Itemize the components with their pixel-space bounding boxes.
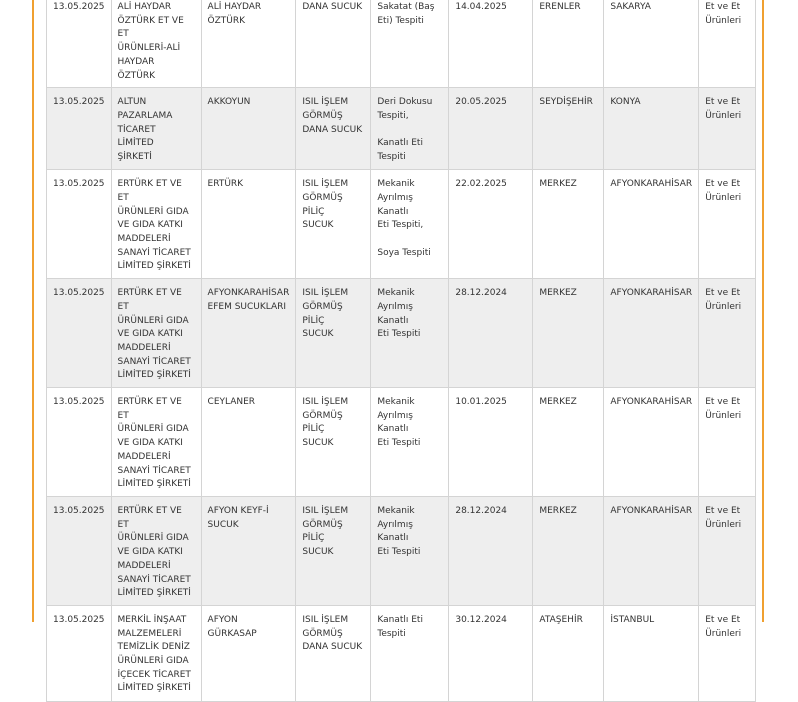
brand-name-cell-line: ERTÜRK: [207, 179, 244, 190]
company-name-cell: [111, 170, 201, 279]
product-category-cell: [699, 170, 756, 279]
product-name-cell: [296, 0, 371, 88]
table-row: [47, 170, 756, 279]
brand-name-cell: [201, 388, 296, 497]
product-name-cell: [296, 496, 371, 605]
nonconformity-cell-line: Eti Tespiti: [377, 329, 421, 340]
table-row: [47, 388, 756, 497]
company-name-cell: [111, 388, 201, 497]
announcement-date-cell: 13.05.2025: [47, 388, 112, 497]
announcement-date-cell: 13.05.2025: [47, 496, 112, 605]
province-cell: İSTANBUL: [604, 605, 699, 701]
product-name-cell-line: DANA SUCUK: [302, 642, 363, 653]
company-name-cell-line: ŞİRKETİ: [117, 152, 152, 163]
company-name-cell-line: VE GIDA KATKI: [117, 547, 183, 558]
company-name-cell-line: MADDELERİ: [117, 451, 171, 462]
nonconformity-cell-line: Tespiti: [377, 152, 406, 163]
company-name-cell-line: ÜRÜNLERİ-ALİ: [117, 43, 181, 54]
company-name-cell-line: VE GIDA KATKI: [117, 438, 183, 449]
product-category-cell-line: Ürünleri: [705, 519, 742, 530]
product-name-cell-line: GÖRMÜŞ PİLİÇ: [302, 301, 343, 326]
product-category-cell-line: Et ve Et: [705, 397, 741, 408]
brand-name-cell-line: ALİ HAYDAR: [207, 2, 262, 12]
company-name-cell-line: LİMİTED ŞİRKETİ: [117, 261, 191, 272]
company-name-cell: [111, 0, 201, 88]
nonconformity-cell: [371, 388, 449, 497]
sample-date-cell: 28.12.2024: [449, 496, 533, 605]
company-name-cell-line: MADDELERİ: [117, 560, 171, 571]
product-name-cell: [296, 88, 371, 170]
nonconformity-cell-line: Eti) Tespiti: [377, 15, 424, 26]
brand-name-cell: [201, 605, 296, 701]
company-name-cell-line: PAZARLAMA: [117, 110, 173, 121]
nonconformity-cell-line: Eti Tespiti: [377, 438, 421, 449]
company-name-cell-line: LİMİTED ŞİRKETİ: [117, 479, 191, 490]
product-category-cell: [699, 496, 756, 605]
product-name-cell-line: SUCUK: [302, 329, 334, 340]
table-row: [47, 0, 756, 88]
table-row: [47, 88, 756, 170]
product-name-cell: [296, 279, 371, 388]
product-category-cell-line: Et ve Et: [705, 179, 741, 190]
product-name-cell-line: SUCUK: [302, 547, 334, 558]
brand-name-cell-line: AKKOYUN: [207, 97, 251, 108]
nonconformity-cell-line: Eti Tespiti: [377, 547, 421, 558]
brand-name-cell-line: AFYON KEYF-İ: [207, 505, 269, 516]
nonconformity-cell-line: Tespiti: [377, 628, 406, 639]
product-name-cell: [296, 170, 371, 279]
district-cell: MERKEZ: [533, 388, 604, 497]
company-name-cell-line: SANAYİ TİCARET: [117, 574, 191, 585]
company-name-cell: [111, 605, 201, 701]
product-category-cell-line: Ürünleri: [705, 301, 742, 312]
company-name-cell-line: ERTÜRK ET VE ET: [117, 288, 182, 312]
company-name-cell-line: ÜRÜNLERİ GIDA: [117, 656, 189, 667]
brand-name-cell-line: AFYON GÜRKASAP: [207, 614, 257, 639]
company-name-cell-line: ÜRÜNLERİ GIDA: [117, 424, 189, 435]
sample-date-cell: 14.04.2025: [449, 0, 533, 88]
company-name-cell: [111, 88, 201, 170]
nonconformity-cell: [371, 279, 449, 388]
brand-name-cell: [201, 88, 296, 170]
company-name-cell-line: LİMİTED ŞİRKETİ: [117, 683, 191, 694]
nonconformity-cell-line: Deri Dokusu: [377, 97, 433, 108]
district-cell: ATAŞEHİR: [533, 605, 604, 701]
product-category-cell-line: Ürünleri: [705, 110, 742, 121]
product-category-cell: [699, 388, 756, 497]
sample-date-cell: 10.01.2025: [449, 388, 533, 497]
brand-name-cell: [201, 0, 296, 88]
product-name-cell-line: ISIL İŞLEM: [302, 288, 349, 299]
company-name-cell: [111, 496, 201, 605]
nonconformity-cell-line: Sakatat (Baş: [377, 2, 435, 12]
brand-name-cell-line: ÖZTÜRK: [207, 15, 246, 26]
nonconformity-cell: [371, 605, 449, 701]
nonconformity-cell-line: Mekanik: [377, 179, 415, 190]
product-name-cell-line: GÖRMÜŞ PİLİÇ: [302, 192, 343, 217]
nonconformity-cell: [371, 170, 449, 279]
product-name-cell-line: ISIL İŞLEM: [302, 97, 349, 108]
district-cell: MERKEZ: [533, 170, 604, 279]
company-name-cell-line: ÜRÜNLERİ GIDA: [117, 206, 189, 217]
product-name-cell-line: GÖRMÜŞ PİLİÇ: [302, 410, 343, 435]
brand-name-cell: [201, 170, 296, 279]
province-cell: AFYONKARAHİSAR: [604, 496, 699, 605]
province-cell: AFYONKARAHİSAR: [604, 279, 699, 388]
content-frame: [32, 0, 764, 694]
product-category-cell-line: Ürünleri: [705, 410, 742, 421]
food-inspection-table: [46, 0, 756, 702]
product-name-cell: [296, 605, 371, 701]
district-cell: SEYDİŞEHİR: [533, 88, 604, 170]
company-name-cell-line: ERTÜRK ET VE ET: [117, 505, 182, 530]
nonconformity-cell-line: Kanatlı Eti: [377, 614, 423, 625]
company-name-cell-line: ÜRÜNLERİ GIDA: [117, 533, 189, 544]
product-category-cell-line: Et ve Et: [705, 2, 741, 12]
company-name-cell-line: ÜRÜNLERİ GIDA: [117, 315, 189, 326]
company-name-cell-line: MALZEMELERİ: [117, 628, 182, 639]
nonconformity-cell-line: Ayrılmış Kanatlı: [377, 410, 413, 435]
nonconformity-cell-line: Ayrılmış Kanatlı: [377, 301, 413, 326]
product-name-cell-line: ISIL İŞLEM: [302, 505, 349, 516]
nonconformity-cell-line: Tespiti,: [377, 110, 409, 121]
product-category-cell-line: Et ve Et: [705, 288, 741, 299]
announcement-date-cell: 13.05.2025: [47, 170, 112, 279]
company-name-cell-line: ÖZTÜRK ET VE ET: [117, 15, 184, 40]
nonconformity-cell: [371, 0, 449, 88]
company-name-cell-line: SANAYİ TİCARET: [117, 356, 191, 367]
company-name-cell-line: LİMİTED ŞİRKETİ: [117, 588, 191, 599]
company-name-cell: [111, 279, 201, 388]
product-name-cell-line: ISIL İŞLEM: [302, 614, 349, 625]
sample-date-cell: 30.12.2024: [449, 605, 533, 701]
district-cell: MERKEZ: [533, 496, 604, 605]
company-name-cell-line: ALTUN: [117, 97, 147, 108]
nonconformity-cell-line: Ayrılmış Kanatlı: [377, 519, 413, 544]
table-row: [47, 496, 756, 605]
announcement-date-cell: 13.05.2025: [47, 88, 112, 170]
nonconformity-cell-line: Mekanik: [377, 505, 415, 516]
announcement-date-cell: 13.05.2025: [47, 0, 112, 88]
company-name-cell-line: HAYDAR ÖZTÜRK: [117, 56, 156, 81]
product-category-cell-line: Et ve Et: [705, 97, 741, 108]
brand-name-cell-line: SUCUK: [207, 519, 239, 530]
company-name-cell-line: SANAYİ TİCARET: [117, 465, 191, 476]
product-category-cell: [699, 0, 756, 88]
product-category-cell-line: Ürünleri: [705, 15, 742, 26]
company-name-cell-line: TİCARET LİMİTED: [117, 124, 156, 149]
table-row: [47, 605, 756, 701]
product-category-cell: [699, 279, 756, 388]
product-name-cell-line: DANA SUCUK: [302, 124, 363, 135]
sample-date-cell: 28.12.2024: [449, 279, 533, 388]
announcement-date-cell: 13.05.2025: [47, 605, 112, 701]
district-cell: MERKEZ: [533, 279, 604, 388]
table-row: [47, 279, 756, 388]
product-name-cell-line: GÖRMÜŞ PİLİÇ: [302, 519, 343, 544]
company-name-cell-line: ERTÜRK ET VE ET: [117, 397, 182, 421]
nonconformity-cell: [371, 496, 449, 605]
product-category-cell-line: Et ve Et: [705, 614, 741, 625]
company-name-cell-line: VE GIDA KATKI: [117, 329, 183, 340]
company-name-cell-line: MADDELERİ: [117, 234, 171, 245]
brand-name-cell-line: AFYONKARAHİSAR: [207, 288, 290, 299]
province-cell: AFYONKARAHİSAR: [604, 388, 699, 497]
sample-date-cell: 20.05.2025: [449, 88, 533, 170]
nonconformity-cell-line: Soya Tespiti: [377, 247, 431, 258]
brand-name-cell-line: EFEM SUCUKLARI: [207, 301, 287, 312]
brand-name-cell-line: CEYLANER: [207, 397, 256, 408]
product-category-cell: [699, 605, 756, 701]
company-name-cell-line: İÇECEK TİCARET: [117, 669, 191, 680]
sample-date-cell: 22.02.2025: [449, 170, 533, 279]
announcement-date-cell: 13.05.2025: [47, 279, 112, 388]
brand-name-cell: [201, 279, 296, 388]
province-cell: AFYONKARAHİSAR: [604, 170, 699, 279]
product-name-cell-line: SUCUK: [302, 438, 334, 449]
product-name-cell-line: GÖRMÜŞ: [302, 110, 343, 121]
district-cell: ERENLER: [533, 0, 604, 88]
company-name-cell-line: SANAYİ TİCARET: [117, 247, 191, 258]
nonconformity-cell: [371, 88, 449, 170]
nonconformity-cell-line: Ayrılmış Kanatlı: [377, 192, 413, 217]
company-name-cell-line: ALİ HAYDAR: [117, 2, 172, 12]
company-name-cell-line: MERKİL İNŞAAT: [117, 614, 187, 625]
company-name-cell-line: ERTÜRK ET VE ET: [117, 179, 182, 203]
company-name-cell-line: MADDELERİ: [117, 342, 171, 353]
product-category-cell: [699, 88, 756, 170]
nonconformity-cell-line: Mekanik: [377, 288, 415, 299]
table-body: [47, 0, 756, 701]
company-name-cell-line: LİMİTED ŞİRKETİ: [117, 370, 191, 381]
brand-name-cell: [201, 496, 296, 605]
nonconformity-cell-line: Mekanik: [377, 397, 415, 408]
company-name-cell-line: TEMİZLİK DENİZ: [117, 642, 190, 653]
product-name-cell: [296, 388, 371, 497]
nonconformity-cell-line: Kanatlı Eti: [377, 138, 423, 149]
product-name-cell-line: SUCUK: [302, 220, 334, 231]
product-name-cell-line: ISIL İŞLEM: [302, 179, 349, 190]
product-name-cell-line: ISIL İŞLEM: [302, 397, 349, 408]
nonconformity-cell-line: Eti Tespiti,: [377, 220, 424, 231]
company-name-cell-line: VE GIDA KATKI: [117, 220, 183, 231]
province-cell: SAKARYA: [604, 0, 699, 88]
product-name-cell-line: DANA SUCUK: [302, 2, 363, 12]
product-name-cell-line: GÖRMÜŞ: [302, 628, 343, 639]
product-category-cell-line: Ürünleri: [705, 192, 742, 203]
product-category-cell-line: Et ve Et: [705, 505, 741, 516]
province-cell: KONYA: [604, 88, 699, 170]
product-category-cell-line: Ürünleri: [705, 628, 742, 639]
